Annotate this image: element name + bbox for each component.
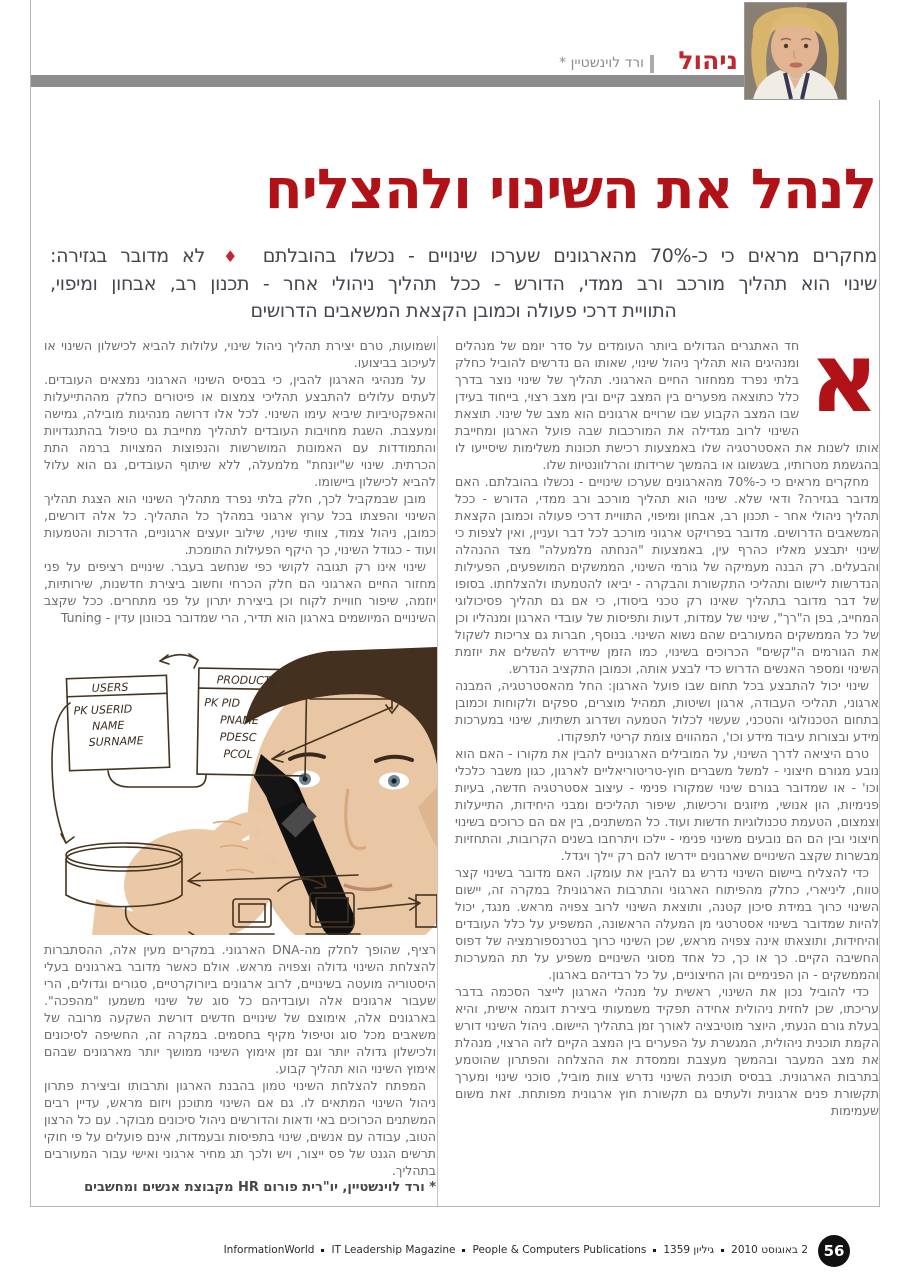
- standfirst-line-1: [50, 243, 877, 271]
- footer-magazine: IT Leadership Magazine: [331, 1244, 456, 1256]
- standfirst-line-3: התוויית דרכי פעולה וכמובן הקצאת המשאבים הדרושים: [250, 300, 677, 322]
- article-standfirst: [50, 243, 877, 327]
- section-category-label: ניהול: [678, 46, 738, 75]
- sketch-users-row: NAME: [91, 718, 125, 733]
- paragraph: טרם היציאה לדרך השינוי, על המובילים הארגוניים להבין את מקורו - האם הוא נובע מגורם חיצוני - למשל משברים חוץ-טריטוריאליים לארגון, כגון משבר כלכלי וכו' - או שמדובר בגורם שינוי שמקורו פנימי - עיצוב אסטרטגיה חדשה, בעיות פנימיות, הון אנושי, מיזוגים ורכישות, שיפור תהליכים ומבני היחידות, התייעלות וצמצום, הטעמת טכנולוגיות חדשות ועוד. כל המשתנים, בין אם הם כרוכים בשינוי חיצוני ובין הם הם נובעים משינוי פנימי - יילכו ויתרחבו בשנים הקרובות, והתחזיות מבשרות שקצב השינויים שארגונים יידרשו להם רק יילך ויגדל.: [455, 746, 879, 863]
- page-number-badge: 56: [818, 1235, 850, 1267]
- paragraph: המפתח להצלחת השינוי טמון בהבנת הארגון ותרבותו וביצירת פתרון ניהול השינוי המתאים לו. גם אם השינוי מתוכנן ויזום מראש, עדיין רבים המשתנים הכרוכים באי ודאות והדורשים ניהול סיכונים מבוקר. עם כל הרצון הטוב, עבודה עם אנשים, שינוי בתפיסות ובעמדות, אינם פועלים על פי חוקי תרשים הגנט של פס ייצור, ויש ולכך תג מחיר ארגוני ואישי עבור המעורבים בתהליך.: [44, 1078, 436, 1178]
- standfirst-text: מחקרים מראים כי כ-70% מהארגונים שערכו שינויים - נכשלו בהובלתם: [262, 245, 877, 267]
- footer-date: 2 באוגוסט 2010: [731, 1244, 808, 1256]
- paragraph: שינוי יכול להתבצע בכל תחום שבו פועל הארגון: החל מהאסטרטגיה, המבנה ארגוני, תהליכי העבודה, ארגון ושיטות, תמהיל מוצרים, ספקים ולקוחות וכמובן בתחום הטכנולוגי והטכני, שעשוי לכלול הטמעה ושדרוג תשתיות, שינוי במערכות מידע ובצורות עיבוד מידע וכו', המהווים צומת קריטי לתפקודו.: [455, 678, 879, 744]
- sketch-products-row: PCOL: [223, 747, 253, 762]
- paragraph-text: חד האתגרים הגדולים ביותר העומדים על סדר יומם של מנהלים ומנהיגים הוא תהליך ניהול שינוי, שאותו הם נדרשים להוביל כחלק בלתי נפרד ממחזור החיים הארגוני. תהליך של שינוי נוצר בדרך כלל כתוצאה מפערים בין המצב קיים ובין מצב רצוי, בייחוד בעידן שבו המצב הקבוע שבו שרויים ארגונים הוא מצב של שינוי. תוצאת השינוי לרוב מגדילה את המורכבות שבה פועל הארגון ומחייבת אותו לשנות את האסטרטגיה שלו באמצעות רכישת תכונות משלימות שיסייעו לו בהגשמת מטרותיו, בשגשוגו או בהמשך שרידותו והרלוונטיות שלו.: [455, 338, 879, 472]
- diamond-bullet-icon: ♦: [223, 247, 245, 266]
- portrait-illustration: [745, 3, 846, 99]
- sketch-users-row: PK USERID: [73, 702, 133, 718]
- right-border-rule: [879, 100, 880, 1206]
- sketch-products-row: PDESC: [219, 730, 257, 745]
- footer-publisher: People & Computers Publications: [472, 1244, 647, 1256]
- article-left-column-top: [44, 337, 436, 647]
- square-bullet-icon: [321, 1249, 324, 1252]
- paragraph: מחקרים מראים כי כ-70% מהארגונים שערכו שינויים - נכשלו בהובלתם. האם מדובר בגזירה? ודאי שלא. שינוי הוא תהליך מורכב ורב ממדי, הדורש - ככל תהליך ניהולי אחר - תכנון רב, אבחון ומיפוי, התוויית דרכי פעולה וכמובן הקצאת המשאבים הדרושים. מדובר בפרויקט ארגוני מורכב לכל דבר ועניין, ואין לצפות כי שינוי יתבצע מאליו כהרף עין, באמצעות "הנחתה מלמעלה" מצד ההנהלה והבעלים. רק הבנה מעמיקה של גורמי השינוי, הממשקים המושפעים, הפעילות הנדרשות ליישום ותהליכי התקשורת והבקרה - יביאו להטמעתו ולהצלחתו. בסופו של דבר מדובר בתהליך שאינו רק טכני ביסודו, כי אם גם תהליך פסיכולוגי המחייב, בפן ה"רך", שינוי של עמדות, דעות ותפיסות של עובדי הארגון ומנהליו וכן של כל הממשקים המעורבים שהם נשוא השינוי. בנוסף, חברות גם צריכות לשקול את הגורמים ה"קשים" הכרוכים בשינוי, כמו הזמן שיידרש להשלים את יוזמת השינוי ומספר האנשים הדרוש כדי לבצע אותה, וכמובן התקציב הנדרש.: [455, 474, 879, 676]
- square-bullet-icon: [653, 1249, 656, 1252]
- paragraph: [455, 337, 879, 473]
- column-divider-rule: [437, 336, 438, 1206]
- drop-cap: א: [809, 337, 879, 434]
- square-bullet-icon: [721, 1249, 724, 1252]
- sketch-products-row: PK PID: [204, 696, 241, 710]
- bottom-border-rule: [30, 1206, 880, 1207]
- sketch-users-row: SURNAME: [88, 734, 144, 750]
- sketch-table-products-title: PRODUCTS: [216, 673, 278, 688]
- square-bullet-icon: [462, 1249, 465, 1252]
- paragraph: שינוי אינו רק תגובה לקושי כפי שנחשב בעבר. שינויים רציפים על פני מחזור החיים הארגוני הם חלק הכרחי וחשוב ביצירת חדשנות, שירותיות, יוזמה, שיפור חוויית לקוח וכן ביצירת יתרון על פני מתחרים. ככל שקצב השינויים המיושמים בארגון הוא תדיר, הרי שמדובר בכוונון עדין - Tuning: [44, 559, 436, 625]
- footer-brand: InformationWorld: [223, 1244, 315, 1256]
- sketch-products-row: PNAME: [219, 713, 259, 728]
- article-byline: * ורד לוינשטיין, יו"רית פורום HR מקבוצת אנשים ומחשבים: [84, 1180, 436, 1195]
- article-right-column: [455, 337, 879, 1205]
- standfirst-line-2: שינוי הוא תהליך מורכב ורב ממדי, הדורש - ככל תהליך ניהולי אחר - תכנון רב, אבחון ומיפוי,: [50, 272, 877, 295]
- standfirst-text: לא מדובר בגזירה:: [50, 245, 205, 267]
- header-separator: [650, 55, 654, 73]
- paragraph: ושמועות, טרם יצירת תהליך ניהול שינוי, עלולות להביא לכישלון השינוי או לעיכוב בביצועו.: [44, 338, 436, 370]
- paragraph: כדי להצליח ביישום השינוי נדרש גם להבין את עומקו. האם מדובר בשינוי קצר טווח, ליניארי, כחלק מהפיתוח הארגוני והתרבות הארגונית? במקרה זה, יישום השינוי כרוך במידת סיכון קטנה, ותוצאת השינוי לרוב צפויה מראש. מנגד, יכול להיות שמדובר בשינוי אסטרטגי מן המעלה הראשונה, המשפיע על כלל העובדים והיחידות, ותוצאתו אינה צפויה מראש, שכן השינוי כרוך בטרנספורמציה של דפוס החשיבה הקיים. כך או כך, כל אחד מסוגי השינויים משפיע על תת המערכות והממשקים - הן הפנימיים והן החיצוניים, על כל רבדיהם בארגון.: [455, 865, 879, 982]
- article-headline: לנהל את השינוי ולהצליח: [264, 157, 876, 221]
- paragraph: רציף, שהופך לחלק מה-DNA הארגוני. במקרים מעין אלה, ההסתברות להצלחת השינוי גדולה וצפויה מראש. אולם כאשר מדובר בארגונים בעלי היסטוריה מועטה בשינויים, לרוב ארגונים ביורוקרטיים, סגורים וגדולים, הרי שעבור ארגונים אלה ועובדיהם כל סוג של שינוי משמעו "מהפכה". בארגונים אלה, אימוצם של שינויים חדשים דורשת השקעה מרובה של משאבים מכל סוג וטיפול מקיף בחסמים. במקרה זה, החשיפה לסיכונים ולכישלון גדולה יותר וגם זמן אימוץ השינוי ממושך יותר מארגונים שבהם אימוץ השינוי הוא תהליך קבוע.: [44, 942, 436, 1076]
- author-portrait-photo: [744, 2, 847, 100]
- header-bar: [31, 75, 744, 87]
- paragraph: כדי להוביל נכון את השינוי, ראשית על מנהלי הארגון לייצר הסכמה בדבר עריכתו, שכן לחזית ניהולית אחידה תפקיד משמעותי ביצירת דוגמה אישית, והיא בעלת גורם הנעתי, היוצר מוטיבציה לאורך זמן בתהליך היישום. ניהול השינוי דורש הקמת תוכנית ניהולית, המגשרת על הפערים בין המצב הקיים לזה הרצוי, מנהלת את מצב המעבר ובהמשך מעצבת וממסדת את ההצלחה והפתרון שהוטמע בתרבות הארגונית. בבסיס תוכנית השינוי נדרש צוות מוביל, סוכני שינוי ומערך תקשורת פנים ארגונית ולעתים גם תקשורת חוץ ארגונית מפותחת. זאת משום שעמימות: [455, 984, 879, 1118]
- footer-issue: גיליון 1359: [663, 1244, 715, 1256]
- footer-credits: [224, 1244, 808, 1256]
- photo-illustration: [48, 647, 437, 935]
- header-author-name: ורד לוינשטיין *: [559, 55, 644, 71]
- article-left-column-bottom: [44, 941, 436, 1204]
- sketch-table-users-title: USERS: [91, 680, 129, 695]
- paragraph: מובן שבמקביל לכך, חלק בלתי נפרד מתהליך השינוי הוא הצגת תהליך השינוי והפצתו בכל ערוץ ארגוני במהלך כל התהליך. כל אלה דורשים, כמובן, ניהול צמוד, צוותי שינוי, שילוב יועצים ארגוניים, הדרכות והטמעות ועוד - כגודל השינוי, כך היקף הפעילות התומכת.: [44, 491, 436, 557]
- man-drawing-er-diagram-photo: [48, 647, 437, 935]
- paragraph: על מנהיגי הארגון להבין, כי בבסיס השינוי הארגוני נמצאים העובדים. לעתים עלולים להתבצע תהליכי צמצום או פיטורים כחלק מההתייעלות והאפקטיביות שיביא עימו השינוי. לכל אלו דרושה מנהיגות מובילה, גמישה ומעצבת. השגת מחויבות העובדים לתהליך מחייבת גם טיפול בהתנגדויות והתמודדות עם האמונות המושרשות והנפוצות המצויות ברמה התת הכרתית. שינוי ש"יונחת" מלמעלה, ללא שיתוף העובדים, גם הוא עלול להביא לכישלון ביישומו.: [44, 372, 436, 489]
